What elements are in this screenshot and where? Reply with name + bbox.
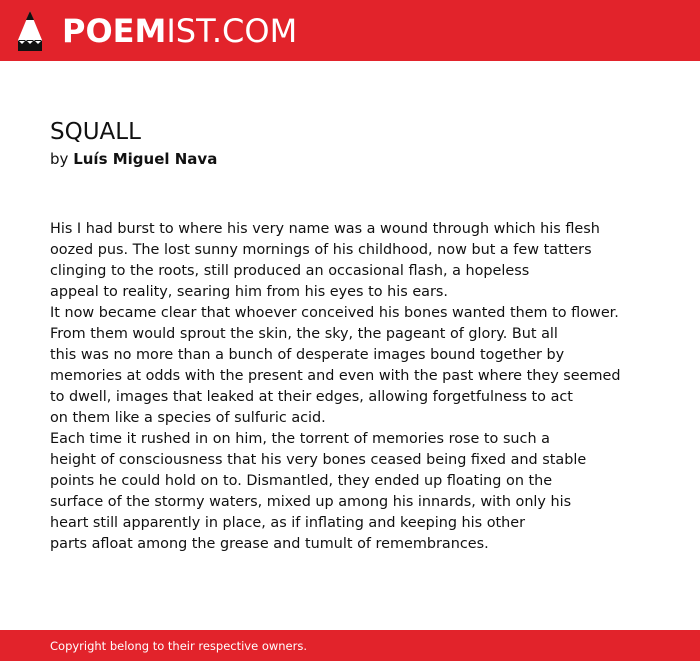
- site-footer: [0, 630, 700, 661]
- poem-line: It now became clear that whoever conceived his bones wanted them to flower.: [50, 305, 619, 321]
- brand-bold-text: POEM: [62, 12, 167, 50]
- site-logo-text[interactable]: [62, 11, 297, 51]
- poem-line: surface of the stormy waters, mixed up among his innards, with only his: [50, 494, 572, 510]
- poem-line: to dwell, images that leaked at their edges, allowing forgetfulness to act: [50, 389, 573, 405]
- poem-line: this was no more than a bunch of desperate images bound together by: [50, 347, 565, 363]
- poem-line: memories at odds with the present and even with the past where they seemed: [50, 368, 621, 384]
- site-header: [0, 0, 700, 61]
- poem-author: Luís Miguel Nava: [73, 150, 218, 168]
- poem-line: Each time it rushed in on him, the torrent of memories rose to such a: [50, 431, 550, 447]
- copyright-text: Copyright belong to their respective owners.: [50, 639, 308, 653]
- by-label: by: [50, 150, 69, 168]
- poem-line: points he could hold on to. Dismantled, they ended up floating on the: [50, 473, 553, 489]
- poem-line: height of consciousness that his very bones ceased being fixed and stable: [50, 452, 587, 468]
- poem-line: on them like a species of sulfuric acid.: [50, 410, 326, 426]
- poem-line: heart still apparently in place, as if inflating and keeping his other: [50, 515, 526, 531]
- brand-light-text: IST.COM: [166, 12, 298, 50]
- poem-byline: [50, 149, 217, 169]
- poem-line: clinging to the roots, still produced an occasional flash, a hopeless: [50, 263, 530, 279]
- poem-line: appeal to reality, searing him from his eyes to his ears.: [50, 284, 448, 300]
- poem-body: [50, 219, 670, 555]
- poem-line: From them would sprout the skin, the sky, the pageant of glory. But all: [50, 326, 558, 342]
- pencil-tip-icon[interactable]: [17, 10, 43, 52]
- poem-line: His I had burst to where his very name was a wound through which his flesh: [50, 221, 600, 237]
- poem-line: parts afloat among the grease and tumult of remembrances.: [50, 536, 489, 552]
- poem-line: oozed pus. The lost sunny mornings of his childhood, now but a few tatters: [50, 242, 592, 258]
- poem-title: SQUALL: [50, 119, 141, 145]
